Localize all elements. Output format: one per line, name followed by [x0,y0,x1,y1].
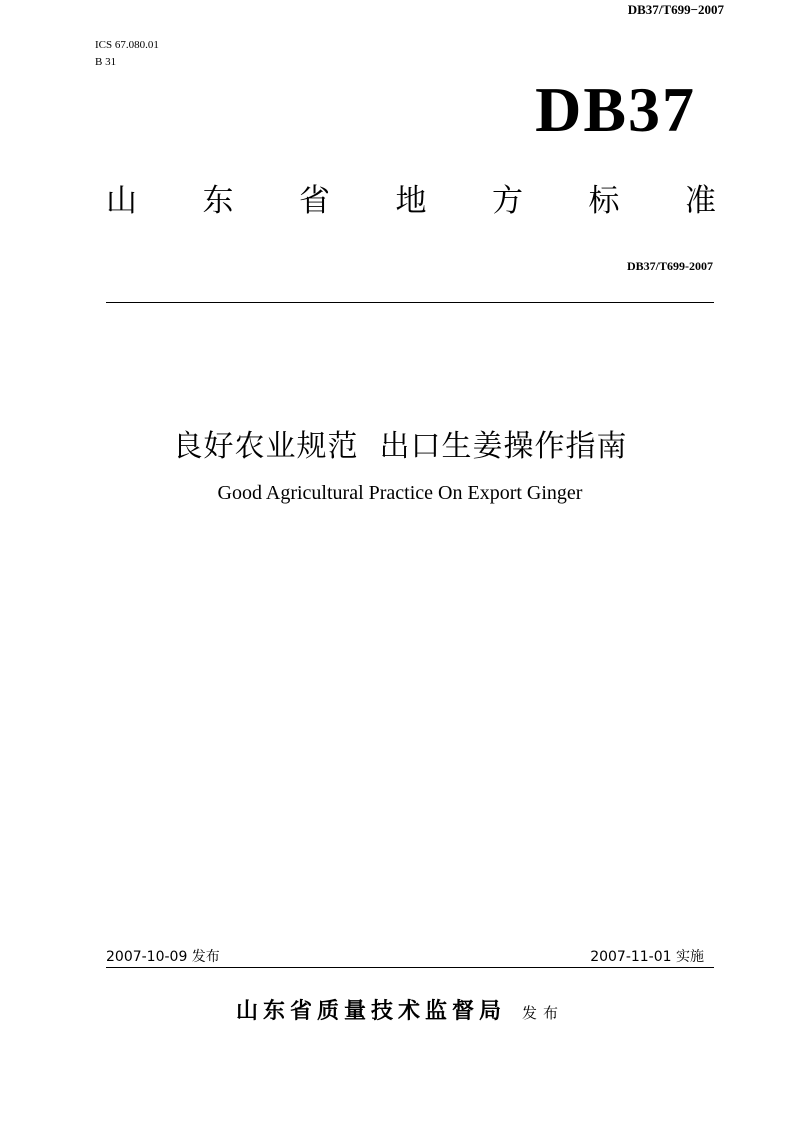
document-title-chinese: 良好农业规范 出口生姜操作指南 [172,429,628,464]
ccs-code: B 31 [95,56,117,68]
ics-code: ICS 67.080.01 [95,39,159,51]
standard-code: DB37/T699-2007 [626,259,713,273]
standard-type-heading [106,183,716,219]
document-title-english: Good Agricultural Practice On Export Ginger [217,482,583,504]
publisher-line [0,994,800,1025]
standard-type-char: 地 [395,183,427,219]
standard-type-char: 标 [588,183,620,219]
issue-date: 2007-10-09 发布 [106,949,220,965]
implementation-date: 2007-11-01 实施 [590,949,704,965]
db-label: DB37 [535,74,696,145]
standard-type-char: 方 [492,183,523,219]
standard-type-char: 省 [299,183,330,219]
standard-type-char: 准 [685,183,716,219]
top-divider [106,302,714,303]
top-standard-code: DB37/T699−2007 [627,2,724,17]
publisher-suffix: 发布 [522,1004,565,1022]
bottom-divider [106,967,714,968]
standard-type-char: 东 [202,183,234,219]
standard-type-char: 山 [106,183,137,219]
publisher-name: 山东省质量技术监督局 [235,999,506,1024]
